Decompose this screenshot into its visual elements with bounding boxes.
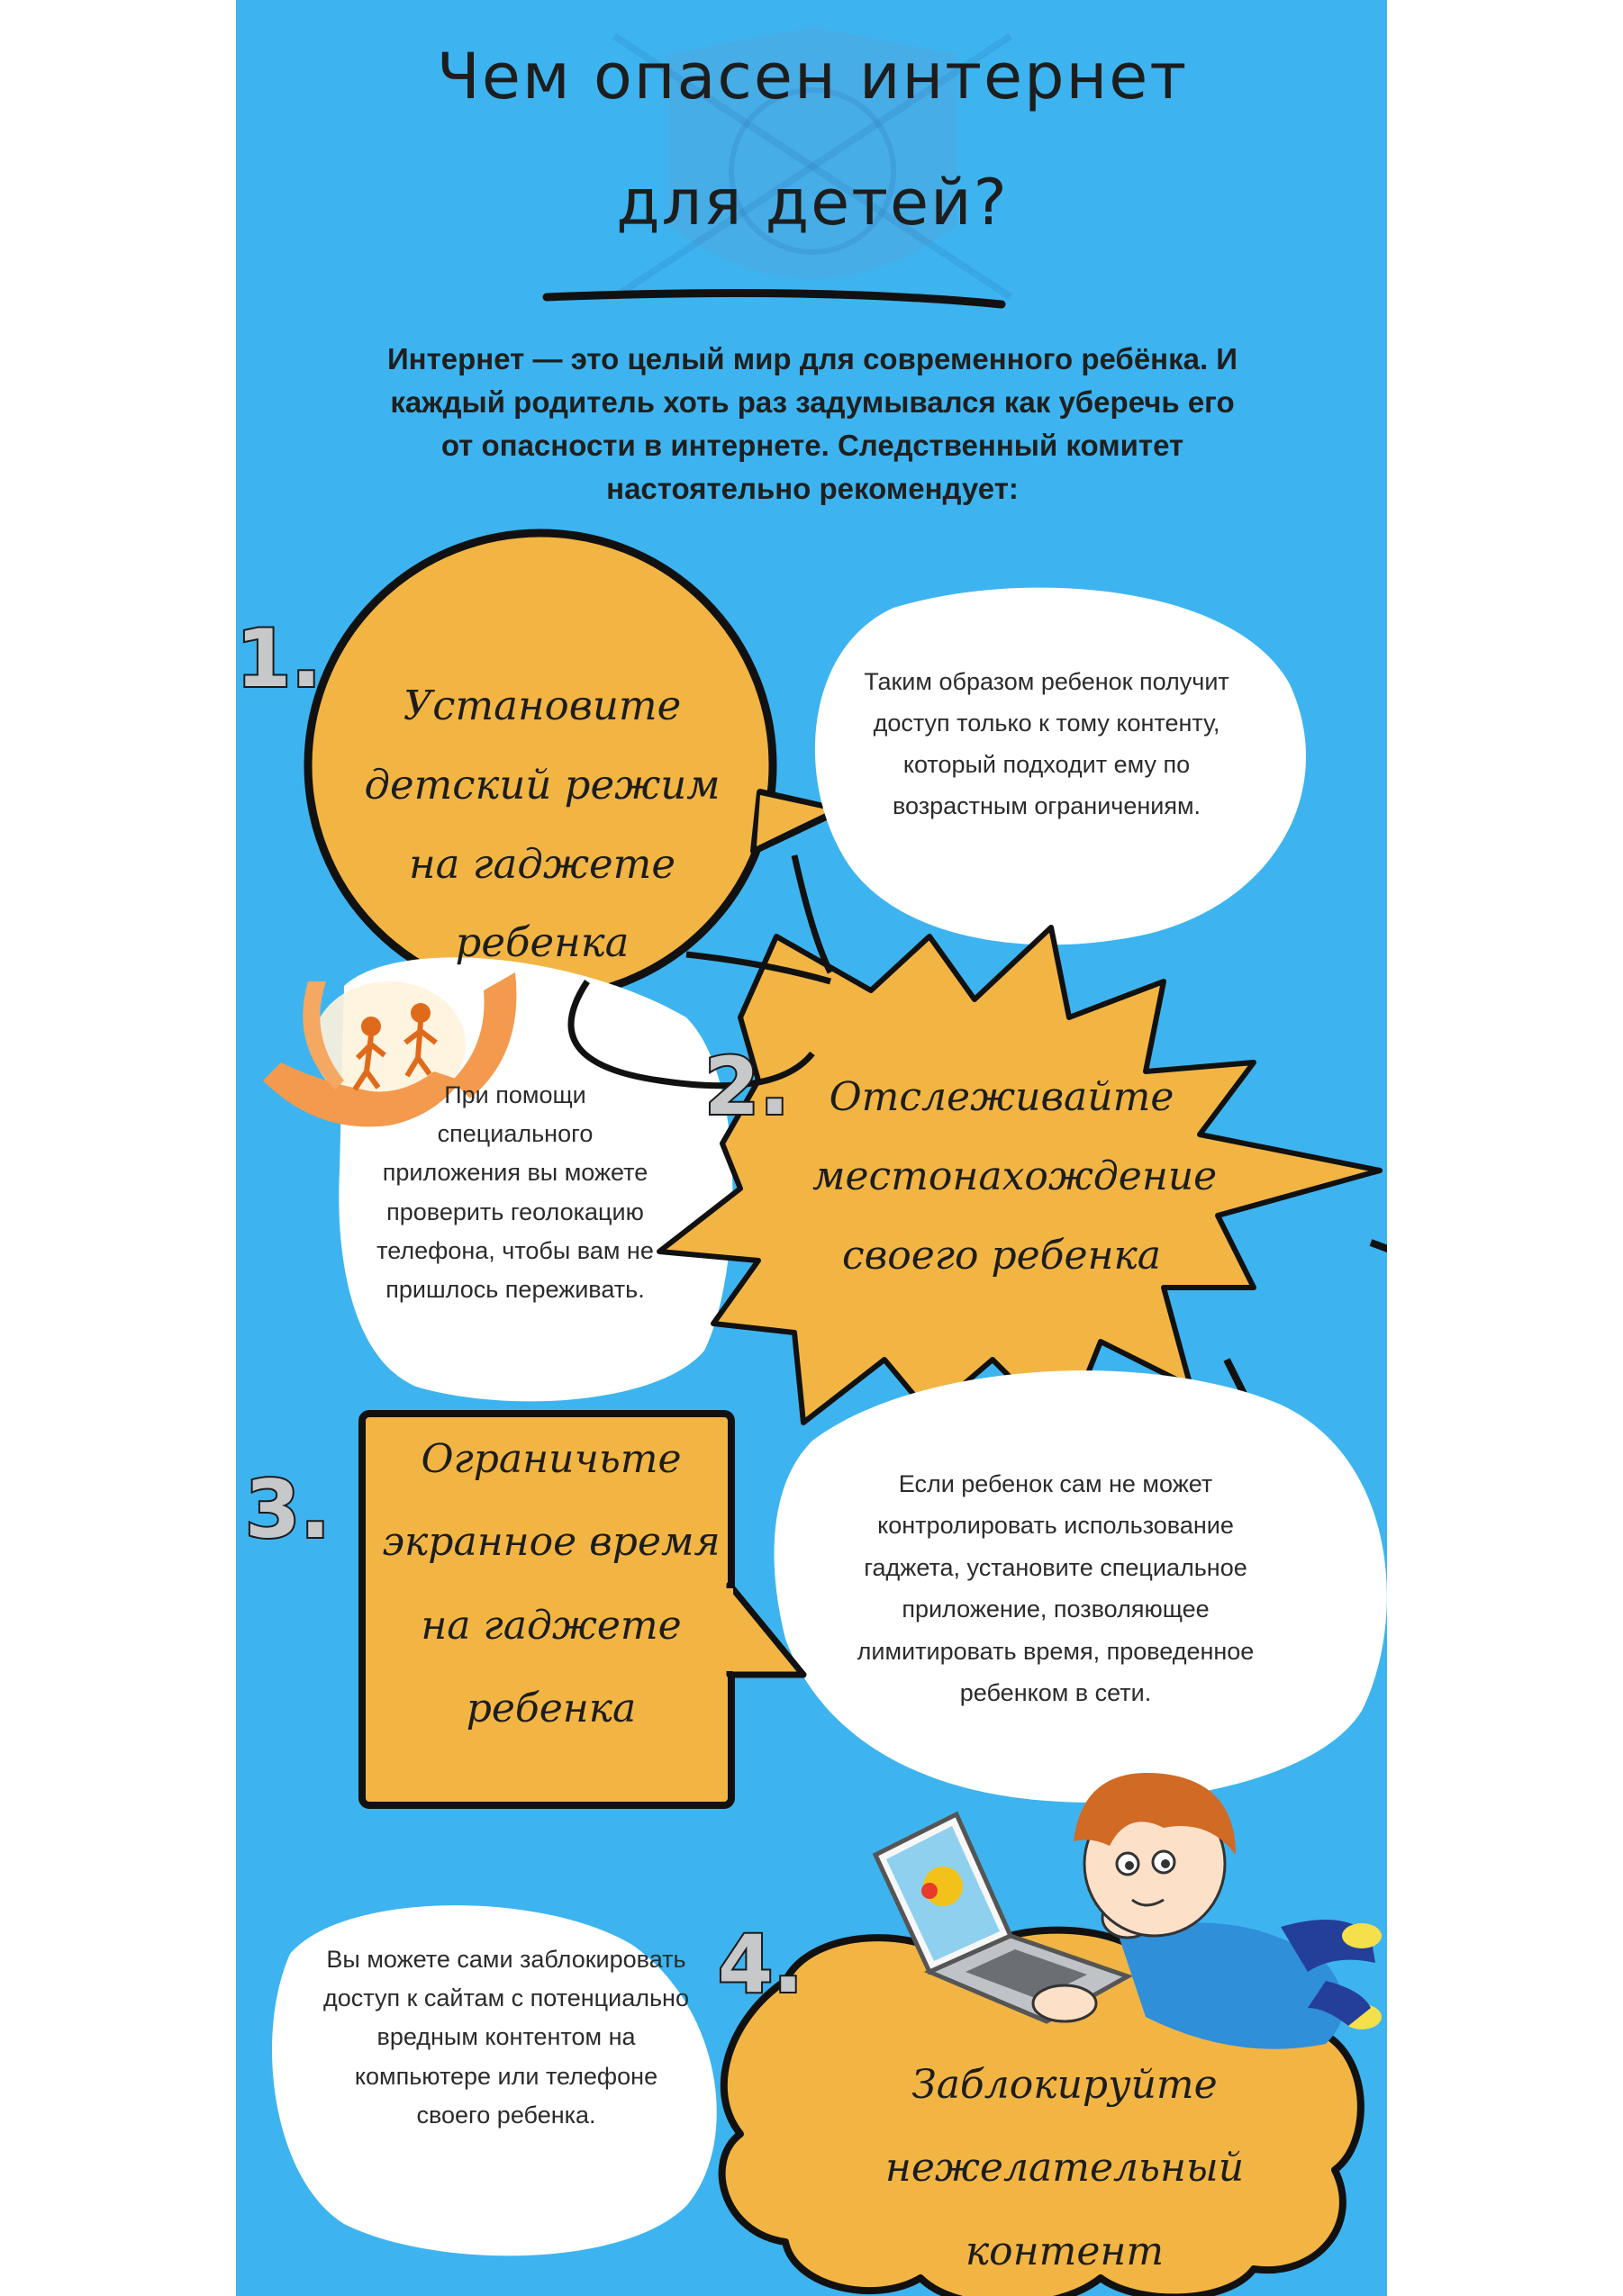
boy-with-laptop-icon <box>857 1756 1387 2089</box>
tip-4-number: 4. <box>718 1918 803 2011</box>
tip-3-heading: Ограничьте экранное время на гаджете ребенка <box>382 1436 721 1732</box>
tip-2-heading: Отслеживайте местонахождение своего ребенка <box>812 1074 1218 1279</box>
tip-3-number: 3. <box>245 1463 331 1556</box>
tip-2-number: 2. <box>704 1040 790 1133</box>
tip-1-number: 1. <box>236 612 322 705</box>
page-title-line2: для детей? <box>616 166 1009 240</box>
tip-3-detail: Если ребенок сам не может контролировать использование гаджета, установите специальное приложение, позволяющее лимитировать время, проведенное ребенком в сети. <box>857 1470 1255 1707</box>
tip-1-detail: Таким образом ребенок получит доступ только к тому контенту, который подходит ему по возрастным ограничениям. <box>864 668 1229 819</box>
infographic-poster <box>236 0 1387 2296</box>
tip-1-heading: Установите детский режим на гаджете ребенка <box>364 682 721 967</box>
tip-4-detail: Вы можете сами заблокировать доступ к сайтам с потенциально вредным контентом на компьютере или телефоне своего ребенка. <box>323 1946 689 2129</box>
tip-2-detail: При помощи специального приложения вы можете проверить геолокацию телефона, чтобы вам не пришлось переживать. <box>376 1081 654 1303</box>
tip-4-heading: Заблокируйте нежелательный контент <box>884 2062 1245 2274</box>
page-title-line1: Чем опасен интернет <box>436 40 1189 113</box>
intro-text: Интернет — это целый мир для современного ребёнка. И каждый родитель хоть раз задумывался как уберечь его от опасности в интернете. Следственный комитет настоятельно рекомендует: <box>386 342 1238 505</box>
